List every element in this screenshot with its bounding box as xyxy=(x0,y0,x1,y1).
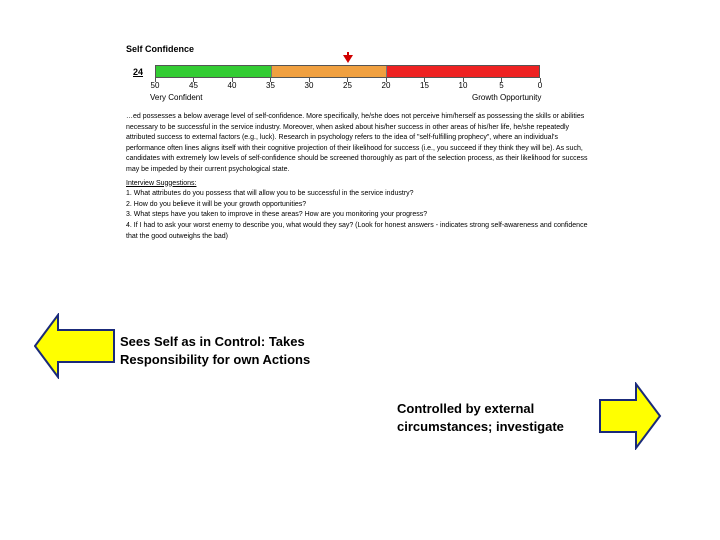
right-end-label: Growth Opportunity xyxy=(472,93,542,102)
scale-tick-label: 10 xyxy=(458,81,468,90)
scale-tick-label: 5 xyxy=(499,81,504,90)
score-marker-icon xyxy=(343,55,353,63)
left-end-label: Very Confident xyxy=(150,93,203,102)
left-caption: Sees Self as in Control: Takes Responsibility for own Actions xyxy=(120,334,311,367)
scale-tick-label: 45 xyxy=(189,81,198,90)
bar-segment-green xyxy=(156,66,272,77)
left-arrow-icon xyxy=(34,313,116,379)
question-item: 2. How do you believe it will be your growth opportunities? xyxy=(126,200,307,208)
report-paragraph: …ed possesses a below average level of self-confidence. More specifically, he/she does not perceive him/herself as possessing the skills or abilities necessary to be successful in the service industry. Moreover, when asked about his/her success in other areas of his/her life, he/she repeatedly attributed success to external factors (e.g., luck). Research in psychology refers to the idea of "self-fulfilling prophecy", where an individual's performance often lines aligns itself with their cognitive projection of their likelihood for success (i.e., you succeed if they think they will be). As such, candidates with extremely low levels of self-confidence should be screened thoroughly as part of the selection process, as their likelihood for success may be impeded by their current psychological state. xyxy=(126,113,588,173)
score-value: 24 xyxy=(133,67,144,77)
scale-tick-label: 20 xyxy=(381,81,391,90)
question-item: 3. What steps have you taken to improve in these areas? How are you monitoring your progress? xyxy=(126,211,428,219)
scale-tick-label: 40 xyxy=(227,81,237,90)
right-arrow-icon xyxy=(598,382,662,450)
right-caption: Controlled by external circumstances; investigate xyxy=(397,401,564,434)
bar-segment-orange xyxy=(272,66,388,77)
scale-tick-label: 30 xyxy=(304,81,314,90)
question-item: 1. What attributes do you possess that will allow you to be successful in the service industry? xyxy=(126,190,414,198)
question-item: 4. If I had to ask your worst enemy to describe you, what would they say? (Look for honest answers - indicates strong self-awareness and confidence that the good outweighs the bad) xyxy=(126,221,588,240)
suggestions-heading: Interview Suggestions: xyxy=(126,179,197,187)
scale-title: Self Confidence xyxy=(126,44,195,54)
scale-tick-label: 35 xyxy=(266,81,275,90)
scale-tick-label: 15 xyxy=(420,81,429,90)
scale-tick-label: 0 xyxy=(537,81,543,90)
scale-tick-label: 50 xyxy=(150,81,160,90)
bar-segment-red xyxy=(387,66,539,77)
scale-tick-label: 25 xyxy=(343,81,352,90)
report-body xyxy=(126,112,591,242)
confidence-bar xyxy=(155,65,540,78)
